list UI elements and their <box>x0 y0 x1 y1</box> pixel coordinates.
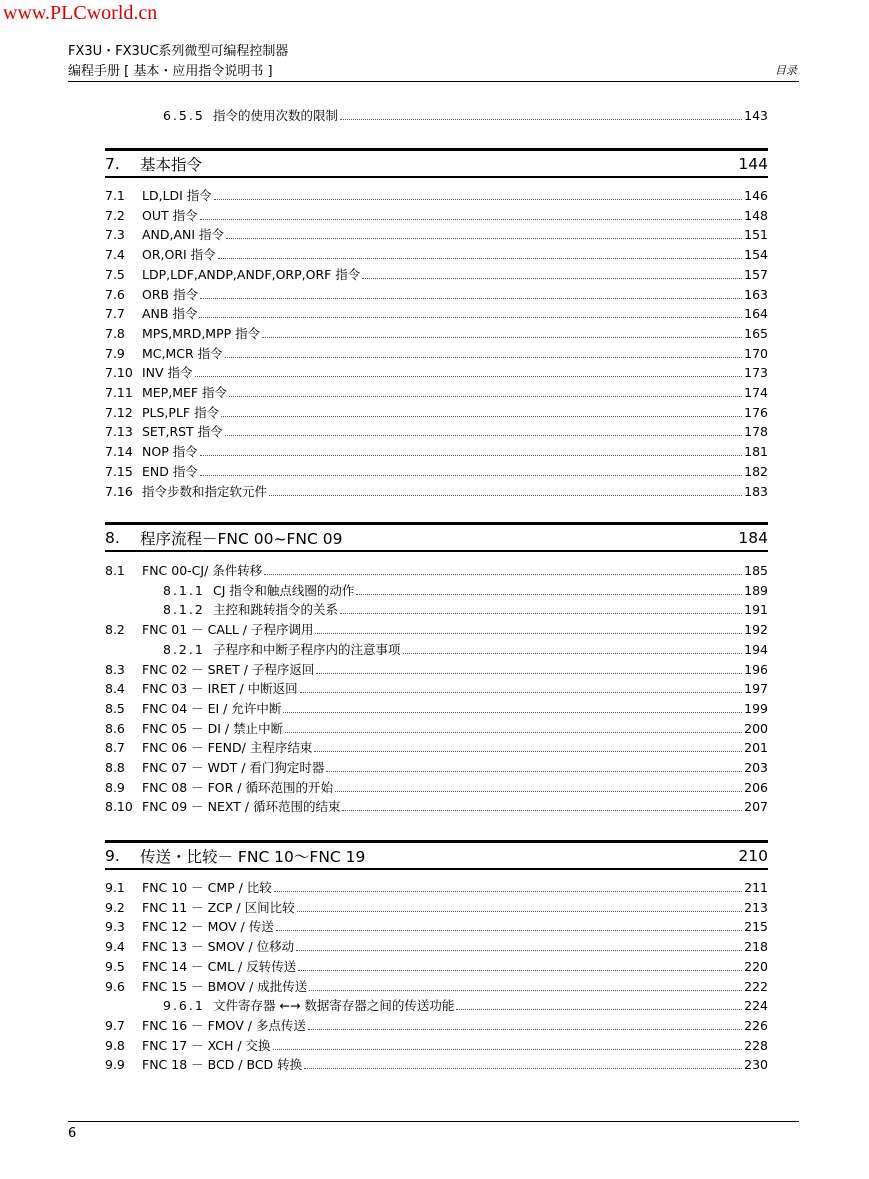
toc-entry-title: FNC 07 － WDT / 看门狗定时器 <box>142 760 325 775</box>
leader-dots <box>309 990 742 991</box>
leader-dots <box>342 810 742 811</box>
leader-dots <box>315 633 742 634</box>
toc-entry-number: 7.11 <box>105 385 133 400</box>
toc-entry-page: 173 <box>744 365 768 381</box>
toc-entry-page: 213 <box>744 899 768 915</box>
toc-entry-title: ORB 指令 <box>142 286 199 302</box>
leader-dots <box>264 574 742 575</box>
watermark: www.PLCworld.cn <box>3 2 158 24</box>
toc-entry-page: 146 <box>744 188 768 203</box>
toc-entry-page: 154 <box>744 247 768 263</box>
toc-entry[interactable] <box>105 265 768 283</box>
leader-dots <box>221 416 742 417</box>
toc-entry-number: 9.5 <box>105 958 125 974</box>
toc-entry-title: 指令的使用次数的限制 <box>213 108 339 123</box>
toc-entry-page: 178 <box>744 424 768 440</box>
toc-entry-title: FNC 02 － SRET / 子程序返回 <box>142 661 315 677</box>
toc-entry-number: 7.5 <box>105 266 125 282</box>
leader-dots <box>300 692 742 693</box>
toc-entry-number: 7.12 <box>105 404 133 420</box>
toc-entry[interactable] <box>105 957 768 975</box>
toc-entry-number: 7.16 <box>105 483 133 499</box>
toc-entry-number: 8.1.1 <box>163 582 205 598</box>
toc-entry-page: 197 <box>744 681 768 697</box>
toc-entry-title: MEP,MEF 指令 <box>142 385 228 400</box>
toc-entry-page: 165 <box>744 325 768 341</box>
toc-entry[interactable] <box>105 917 768 935</box>
section-title: 基本指令 <box>140 155 203 174</box>
toc-entry-number: 7.1 <box>105 188 125 203</box>
toc-entry-number: 7.10 <box>105 365 133 381</box>
leader-dots <box>225 357 742 358</box>
toc-entry-number: 9.8 <box>105 1037 125 1053</box>
toc-entry-title: FNC 17 － XCH / 交换 <box>142 1037 271 1053</box>
leader-dots <box>218 258 742 259</box>
toc-entry-title: AND,ANI 指令 <box>142 227 225 243</box>
toc-entry-title: LDP,LDF,ANDP,ANDF,ORP,ORF 指令 <box>142 266 361 282</box>
toc-entry-number: 7.15 <box>105 463 133 479</box>
toc-entry-page: 226 <box>744 1017 768 1033</box>
toc-entry-page: 200 <box>744 720 768 736</box>
toc-entry[interactable] <box>105 937 768 955</box>
toc-subentry[interactable] <box>105 996 768 1014</box>
toc-entry-number: 8.8 <box>105 760 125 775</box>
toc-entry-number: 7.9 <box>105 345 125 361</box>
leader-dots <box>200 475 742 476</box>
leader-dots <box>225 435 742 436</box>
leader-dots <box>296 950 742 951</box>
header-title: FX3U・FX3UC系列微型可编程控制器 <box>68 44 289 59</box>
toc-section-header[interactable] <box>105 148 768 178</box>
toc-entry-title: PLS,PLF 指令 <box>142 404 220 420</box>
header-section-label: 目录 <box>775 64 797 77</box>
toc-entry-title: FNC 16 － FMOV / 多点传送 <box>142 1017 306 1033</box>
toc-entry-page: 163 <box>744 286 768 302</box>
toc-entry[interactable] <box>105 977 768 995</box>
header-rule <box>68 81 799 82</box>
toc-entry[interactable] <box>105 363 768 381</box>
toc-entry-number: 8.6 <box>105 720 125 736</box>
leader-dots <box>304 1068 742 1069</box>
toc-entry-page: 183 <box>744 483 768 499</box>
section-number: 8. <box>105 528 120 547</box>
toc-entry-page: 143 <box>744 108 768 123</box>
page-number: 6 <box>68 1126 77 1141</box>
toc-entry[interactable] <box>105 620 768 638</box>
toc-entry-title: 指令步数和指定软元件 <box>142 483 268 499</box>
toc-entry-title: 主控和跳转指令的关系 <box>213 602 339 618</box>
toc-entry-title: FNC 14 － CML / 反转传送 <box>142 958 297 974</box>
leader-dots <box>356 594 742 595</box>
toc-entry-title: CJ 指令和触点线圈的动作 <box>213 582 355 598</box>
toc-subentry[interactable] <box>105 600 768 618</box>
toc-entry[interactable] <box>105 383 768 401</box>
toc-entry-number: 8.5 <box>105 700 125 716</box>
leader-dots <box>340 613 742 614</box>
toc-entry-number: 8.4 <box>105 681 125 697</box>
leader-dots <box>273 1049 743 1050</box>
toc-entry-page: 189 <box>744 582 768 598</box>
toc-entry-page: 170 <box>744 345 768 361</box>
toc-entry-number: 9.4 <box>105 939 125 955</box>
toc-entry-number: 7.7 <box>105 306 125 322</box>
toc-entry-title: FNC 11 － ZCP / 区间比较 <box>142 899 295 915</box>
toc-entry-page: 199 <box>744 700 768 716</box>
toc-entry-title: FNC 08 － FOR / 循环范围的开始 <box>142 779 333 795</box>
toc-entry-number: 8.2 <box>105 622 125 638</box>
toc-entry[interactable] <box>105 186 768 204</box>
leader-dots <box>340 119 742 120</box>
leader-dots <box>199 317 742 318</box>
toc-entry-number: 7.4 <box>105 247 125 263</box>
toc-entry-title: LD,LDI 指令 <box>142 188 212 203</box>
section-number: 7. <box>105 154 120 173</box>
toc-entry[interactable] <box>105 898 768 916</box>
toc-section-header[interactable] <box>105 840 768 870</box>
leader-dots <box>456 1009 742 1010</box>
toc-entry[interactable] <box>105 660 768 678</box>
toc-entry[interactable] <box>105 1016 768 1034</box>
toc-entry-page: 176 <box>744 404 768 420</box>
toc-entry-page: 228 <box>744 1037 768 1053</box>
toc-entry-page: 224 <box>744 998 768 1014</box>
toc-entry-page: 181 <box>744 444 768 460</box>
toc-entry-page: 218 <box>744 939 768 955</box>
toc-entry-number: 8.1 <box>105 563 125 578</box>
toc-entry[interactable] <box>105 106 768 124</box>
section-title: 程序流程－FNC 00~FNC 09 <box>140 529 343 548</box>
toc-entry[interactable] <box>105 482 768 500</box>
toc-entry-page: 157 <box>744 266 768 282</box>
toc-entry[interactable] <box>105 778 768 796</box>
leader-dots <box>298 970 742 971</box>
toc-entry-title: MPS,MRD,MPP 指令 <box>142 325 261 341</box>
toc-entry-title: NOP 指令 <box>142 444 198 460</box>
toc-entry-title: OR,ORI 指令 <box>142 247 216 263</box>
leader-dots <box>229 396 742 397</box>
toc-entry-title: FNC 18 － BCD / BCD 转换 <box>142 1057 303 1073</box>
toc-entry[interactable] <box>105 797 768 815</box>
leader-dots <box>274 891 742 892</box>
section-title: 传送・比较－ FNC 10～FNC 19 <box>140 847 366 866</box>
leader-dots <box>362 278 742 279</box>
toc-subentry[interactable] <box>105 640 768 658</box>
toc-entry[interactable] <box>105 442 768 460</box>
toc-entry-title: MC,MCR 指令 <box>142 345 223 361</box>
section-number: 9. <box>105 846 120 865</box>
toc-entry-page: 230 <box>744 1057 768 1073</box>
leader-dots <box>195 376 743 377</box>
toc-entry-number: 8.3 <box>105 661 125 677</box>
toc-entry[interactable] <box>105 679 768 697</box>
toc-entry-page: 196 <box>744 661 768 677</box>
toc-entry-title: FNC 10 － CMP / 比较 <box>142 880 272 895</box>
toc-entry-number: 8.2.1 <box>163 641 205 657</box>
toc-entry-page: 220 <box>744 958 768 974</box>
toc-entry-number: 6.5.5 <box>163 108 205 123</box>
leader-dots <box>200 298 742 299</box>
toc-entry-page: 164 <box>744 306 768 322</box>
toc-entry-title: FNC 01 － CALL / 子程序调用 <box>142 622 314 638</box>
toc-entry-title: FNC 15 － BMOV / 成批传送 <box>142 978 308 994</box>
toc-entry-number: 9.6 <box>105 978 125 994</box>
leader-dots <box>335 791 742 792</box>
toc-entry-page: 194 <box>744 641 768 657</box>
toc-entry-title: FNC 00-CJ/ 条件转移 <box>142 563 263 578</box>
toc-entry[interactable] <box>105 738 768 756</box>
toc-entry[interactable] <box>105 245 768 263</box>
toc-entry[interactable] <box>105 225 768 243</box>
toc-subentry[interactable] <box>105 581 768 599</box>
toc-entry-number: 9.6.1 <box>163 998 205 1014</box>
toc-entry[interactable] <box>105 285 768 303</box>
toc-entry-number: 8.1.2 <box>163 602 205 618</box>
toc-entry[interactable] <box>105 206 768 224</box>
toc-entry-number: 9.7 <box>105 1017 125 1033</box>
toc-entry[interactable] <box>105 304 768 322</box>
section-page: 184 <box>738 528 768 547</box>
toc-entry-title: END 指令 <box>142 463 198 479</box>
toc-entry-page: 148 <box>744 207 768 223</box>
leader-dots <box>308 1029 742 1030</box>
toc-entry-title: SET,RST 指令 <box>142 424 223 440</box>
toc-entry[interactable] <box>105 403 768 421</box>
toc-entry-number: 8.9 <box>105 779 125 795</box>
toc-entry-number: 8.7 <box>105 740 125 756</box>
toc-entry-title: 子程序和中断子程序内的注意事项 <box>213 641 401 657</box>
leader-dots <box>276 930 742 931</box>
toc-entry-page: 207 <box>744 799 768 815</box>
leader-dots <box>326 771 742 772</box>
toc-entry-title: FNC 13 － SMOV / 位移动 <box>142 939 295 955</box>
toc-entry-title: FNC 09 － NEXT / 循环范围的结束 <box>142 799 341 815</box>
toc-entry-number: 9.1 <box>105 880 125 895</box>
toc-entry-page: 222 <box>744 978 768 994</box>
toc-entry-number: 7.8 <box>105 325 125 341</box>
toc-entry-number: 7.6 <box>105 286 125 302</box>
toc-entry-number: 8.10 <box>105 799 133 815</box>
toc-entry[interactable] <box>105 462 768 480</box>
toc-entry[interactable] <box>105 758 768 776</box>
section-page: 144 <box>738 154 768 173</box>
toc-entry-title: FNC 03 － IRET / 中断返回 <box>142 681 298 697</box>
toc-entry-number: 7.13 <box>105 424 133 440</box>
toc-entry[interactable] <box>105 719 768 737</box>
toc-entry-title: INV 指令 <box>142 365 193 381</box>
toc-entry-number: 7.14 <box>105 444 133 460</box>
leader-dots <box>200 455 742 456</box>
leader-dots <box>269 495 742 496</box>
toc-entry[interactable] <box>105 324 768 342</box>
leader-dots <box>403 653 743 654</box>
toc-entry[interactable] <box>105 878 768 896</box>
toc-entry[interactable] <box>105 699 768 717</box>
leader-dots <box>214 199 742 200</box>
section-page: 210 <box>738 846 768 865</box>
toc-entry-title: ANB 指令 <box>142 306 198 322</box>
leader-dots <box>316 673 742 674</box>
toc-entry-page: 182 <box>744 463 768 479</box>
toc-entry-page: 206 <box>744 779 768 795</box>
toc-entry-number: 9.3 <box>105 919 125 935</box>
toc-entry[interactable] <box>105 422 768 440</box>
toc-entry-title: FNC 05 － DI / 禁止中断 <box>142 720 284 736</box>
toc-entry-title: FNC 12 － MOV / 传送 <box>142 919 274 935</box>
leader-dots <box>200 219 743 220</box>
leader-dots <box>297 911 743 912</box>
toc-entry-page: 201 <box>744 740 768 756</box>
toc-entry-title: FNC 06 － FEND/ 主程序结束 <box>142 740 313 756</box>
toc-entry-number: 9.2 <box>105 899 125 915</box>
toc-entry-page: 211 <box>744 880 768 895</box>
toc-entry[interactable] <box>105 1036 768 1054</box>
leader-dots <box>285 732 742 733</box>
toc-entry[interactable] <box>105 344 768 362</box>
toc-entry[interactable] <box>105 561 768 579</box>
toc-entry-page: 174 <box>744 385 768 400</box>
leader-dots <box>226 238 742 239</box>
toc-entry-number: 9.9 <box>105 1057 125 1073</box>
toc-entry-page: 151 <box>744 227 768 243</box>
footer-rule <box>68 1121 799 1122</box>
toc-entry-title: FNC 04 － EI / 允许中断 <box>142 700 282 716</box>
leader-dots <box>283 712 742 713</box>
header-subtitle: 编程手册 [ 基本・应用指令说明书 ] <box>68 64 273 79</box>
toc-entry-page: 203 <box>744 760 768 775</box>
toc-entry-page: 191 <box>744 602 768 618</box>
toc-section-header[interactable] <box>105 522 768 552</box>
toc-entry-number: 7.2 <box>105 207 125 223</box>
toc-entry-title: 文件寄存器 ←→ 数据寄存器之间的传送功能 <box>213 998 455 1014</box>
toc-entry-number: 7.3 <box>105 227 125 243</box>
leader-dots <box>314 751 742 752</box>
toc-entry-page: 215 <box>744 919 768 935</box>
toc-entry[interactable] <box>105 1055 768 1073</box>
leader-dots <box>262 337 742 338</box>
toc-entry-page: 185 <box>744 563 768 578</box>
toc-entry-page: 192 <box>744 622 768 638</box>
toc-entry-title: OUT 指令 <box>142 207 198 223</box>
